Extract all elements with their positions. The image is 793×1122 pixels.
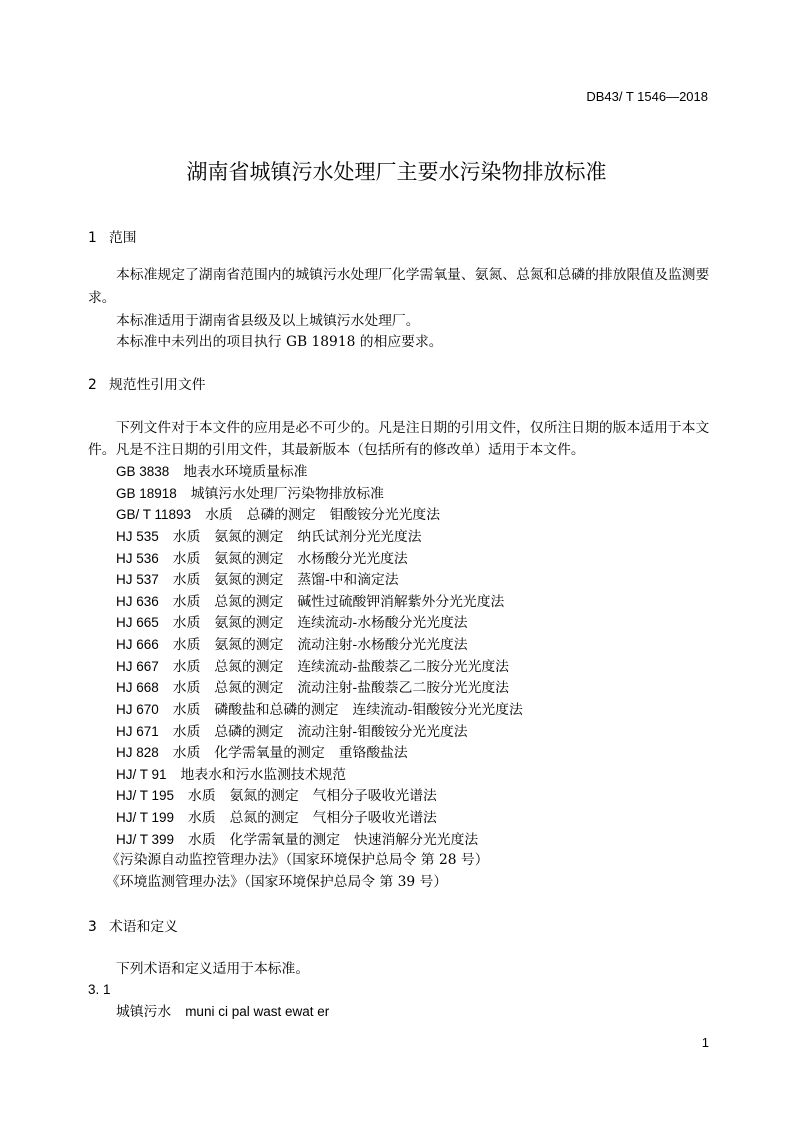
term-english: muni ci pal wast ewat er — [185, 1004, 330, 1019]
page-number: 1 — [701, 1035, 709, 1050]
reference-title-part: 水质 — [172, 680, 201, 697]
reference-title-part: 连续流动-钼酸铵分光光度法 — [352, 701, 523, 718]
reference-title-part: 水质 — [172, 723, 201, 740]
section-number: 2 — [88, 377, 97, 393]
reference-title-part: 水质 — [172, 745, 201, 762]
reference-title-part: 氨氮的测定 — [214, 615, 284, 632]
terms-intro: 下列术语和定义适用于本标准。 — [116, 961, 310, 977]
reference-title-part: 地表水和污水监测技术规范 — [180, 766, 347, 783]
reference-title-part: 城镇污水处理厂污染物排放标准 — [190, 485, 384, 502]
reference-title-part: 重铬酸盐法 — [338, 745, 408, 762]
reference-title-part: 总磷的测定 — [214, 723, 284, 740]
reference-title-part: 化学需氧量的测定 — [214, 745, 325, 762]
reference-item — [116, 785, 523, 807]
reference-item — [116, 526, 523, 548]
reference-code: HJ 668 — [116, 680, 159, 696]
reference-item — [116, 569, 523, 591]
reference-title-part: 水质 — [172, 572, 201, 589]
reference-title-part: 氨氮的测定 — [229, 788, 299, 805]
reference-code: HJ/ T 199 — [116, 810, 175, 825]
reference-item — [116, 829, 523, 851]
section-title: 规范性引用文件 — [109, 377, 206, 393]
scope-paragraph-1-line-2: 求。 — [88, 290, 116, 306]
reference-title-part: 总氮的测定 — [214, 680, 284, 697]
reference-title-part: 钼酸铵分光光度法 — [329, 507, 441, 524]
reference-item — [116, 721, 523, 743]
reference-title-part: 氨氮的测定 — [214, 572, 284, 589]
reference-item — [106, 872, 523, 894]
reference-item — [116, 461, 523, 483]
reference-title-part: 气相分子吸收光谱法 — [312, 788, 437, 805]
reference-item — [116, 656, 523, 678]
reference-code: HJ 670 — [116, 701, 159, 717]
reference-document: 《环境监测管理办法》（国家环境保护总局令 第 39 号） — [106, 873, 448, 890]
reference-code: HJ 667 — [116, 658, 159, 674]
term-chinese: 城镇污水 — [116, 1004, 172, 1020]
term-entry-number: 3. 1 — [88, 982, 111, 997]
reference-item — [116, 504, 523, 526]
reference-title-part: 水质 — [172, 615, 201, 632]
reference-code: GB 3838 — [116, 464, 170, 479]
section-number: 3 — [88, 919, 97, 935]
reference-code: HJ 671 — [116, 723, 159, 739]
scope-paragraph-1-line-1: 本标准规定了湖南省范围内的城镇污水处理厂化学需氧量、氨氮、总氮和总磷的排放限值及监测要 — [116, 267, 710, 283]
reference-title-part: 水质 — [172, 658, 201, 675]
reference-title-part: 氨氮的测定 — [214, 637, 284, 653]
section-title: 范围 — [109, 230, 137, 246]
references-intro-line-1: 下列文件对于本文件的应用是必不可少的。凡是注日期的引用文件，仅所注日期的版本适用于本文 — [116, 420, 710, 436]
reference-item — [116, 677, 523, 699]
reference-title-part: 化学需氧量的测定 — [229, 831, 341, 848]
standard-code: DB43/ T 1546—2018 — [586, 89, 708, 104]
reference-title-part: 蒸馏-中和滴定法 — [297, 572, 399, 589]
reference-item — [116, 548, 523, 570]
section-title: 术语和定义 — [109, 919, 178, 935]
reference-title-part: 水质 — [172, 593, 201, 610]
reference-title-part: 连续流动-盐酸萘乙二胺分光光度法 — [297, 658, 509, 675]
reference-item — [116, 612, 523, 634]
reference-title-part: 总氮的测定 — [229, 810, 299, 826]
reference-item — [116, 591, 523, 613]
reference-code: HJ 535 — [116, 528, 159, 544]
reference-code: HJ 537 — [116, 572, 159, 588]
reference-title-part: 纳氏试剂分光光度法 — [297, 528, 422, 545]
reference-item — [116, 764, 523, 786]
section-heading-references — [88, 375, 206, 395]
section-heading-terms — [88, 917, 178, 937]
reference-code: HJ 536 — [116, 550, 159, 566]
scope-paragraph-2: 本标准适用于湖南省县级及以上城镇污水处理厂。 — [116, 313, 420, 329]
reference-title-part: 水质 — [188, 810, 216, 826]
reference-code: HJ 666 — [116, 637, 159, 652]
reference-document: 《污染源自动监控管理办法》（国家环境保护总局令 第 28 号） — [106, 852, 489, 869]
reference-title-part: 水质 — [172, 528, 201, 545]
reference-title-part: 总氮的测定 — [214, 593, 284, 610]
reference-title-part: 气相分子吸收光谱法 — [312, 810, 437, 826]
reference-title-part: 水质 — [172, 637, 201, 653]
reference-title-part: 碱性过硫酸钾消解紫外分光光度法 — [297, 593, 505, 610]
reference-title-part: 总磷的测定 — [246, 507, 316, 524]
reference-title-part: 磷酸盐和总磷的测定 — [214, 701, 339, 718]
document-title: 湖南省城镇污水处理厂主要水污染物排放标准 — [186, 160, 607, 184]
reference-title-part: 快速消解分光光度法 — [354, 831, 479, 848]
reference-item — [116, 483, 523, 505]
reference-title-part: 水质 — [188, 788, 216, 805]
reference-code: HJ 636 — [116, 593, 159, 609]
reference-title-part: 流动注射-钼酸铵分光光度法 — [297, 723, 468, 740]
reference-code: HJ/ T 91 — [116, 766, 167, 782]
term-entry — [116, 1002, 329, 1022]
reference-item — [116, 807, 523, 829]
reference-code: HJ 828 — [116, 745, 159, 761]
reference-code: GB 18918 — [116, 485, 177, 501]
section-heading-scope — [88, 228, 137, 248]
reference-title-part: 地表水环境质量标准 — [183, 464, 308, 480]
reference-title-part: 连续流动-水杨酸分光光度法 — [297, 615, 468, 632]
reference-title-part: 氨氮的测定 — [214, 550, 284, 567]
reference-item — [116, 699, 523, 721]
reference-code: GB/ T 11893 — [116, 507, 192, 523]
reference-code: HJ/ T 399 — [116, 831, 175, 847]
reference-title-part: 水质 — [172, 701, 201, 718]
reference-title-part: 流动注射-水杨酸分光光度法 — [297, 637, 468, 653]
reference-title-part: 总氮的测定 — [214, 658, 284, 675]
reference-title-part: 氨氮的测定 — [214, 528, 284, 545]
reference-title-part: 水杨酸分光光度法 — [297, 550, 408, 567]
reference-title-part: 水质 — [188, 831, 216, 848]
reference-item — [116, 634, 523, 656]
reference-title-part: 水质 — [172, 550, 201, 567]
reference-list — [106, 461, 523, 894]
section-number: 1 — [88, 230, 97, 246]
reference-item — [106, 850, 523, 872]
reference-title-part: 流动注射-盐酸萘乙二胺分光光度法 — [297, 680, 509, 697]
scope-paragraph-3: 本标准中未列出的项目执行 GB 18918 的相应要求。 — [116, 334, 443, 350]
references-intro-line-2: 件。凡是不注日期的引用文件，其最新版本（包括所有的修改单）适用于本文件。 — [88, 442, 585, 458]
reference-code: HJ 665 — [116, 615, 159, 631]
reference-item — [116, 742, 523, 764]
reference-code: HJ/ T 195 — [116, 788, 175, 804]
reference-title-part: 水质 — [205, 507, 233, 524]
